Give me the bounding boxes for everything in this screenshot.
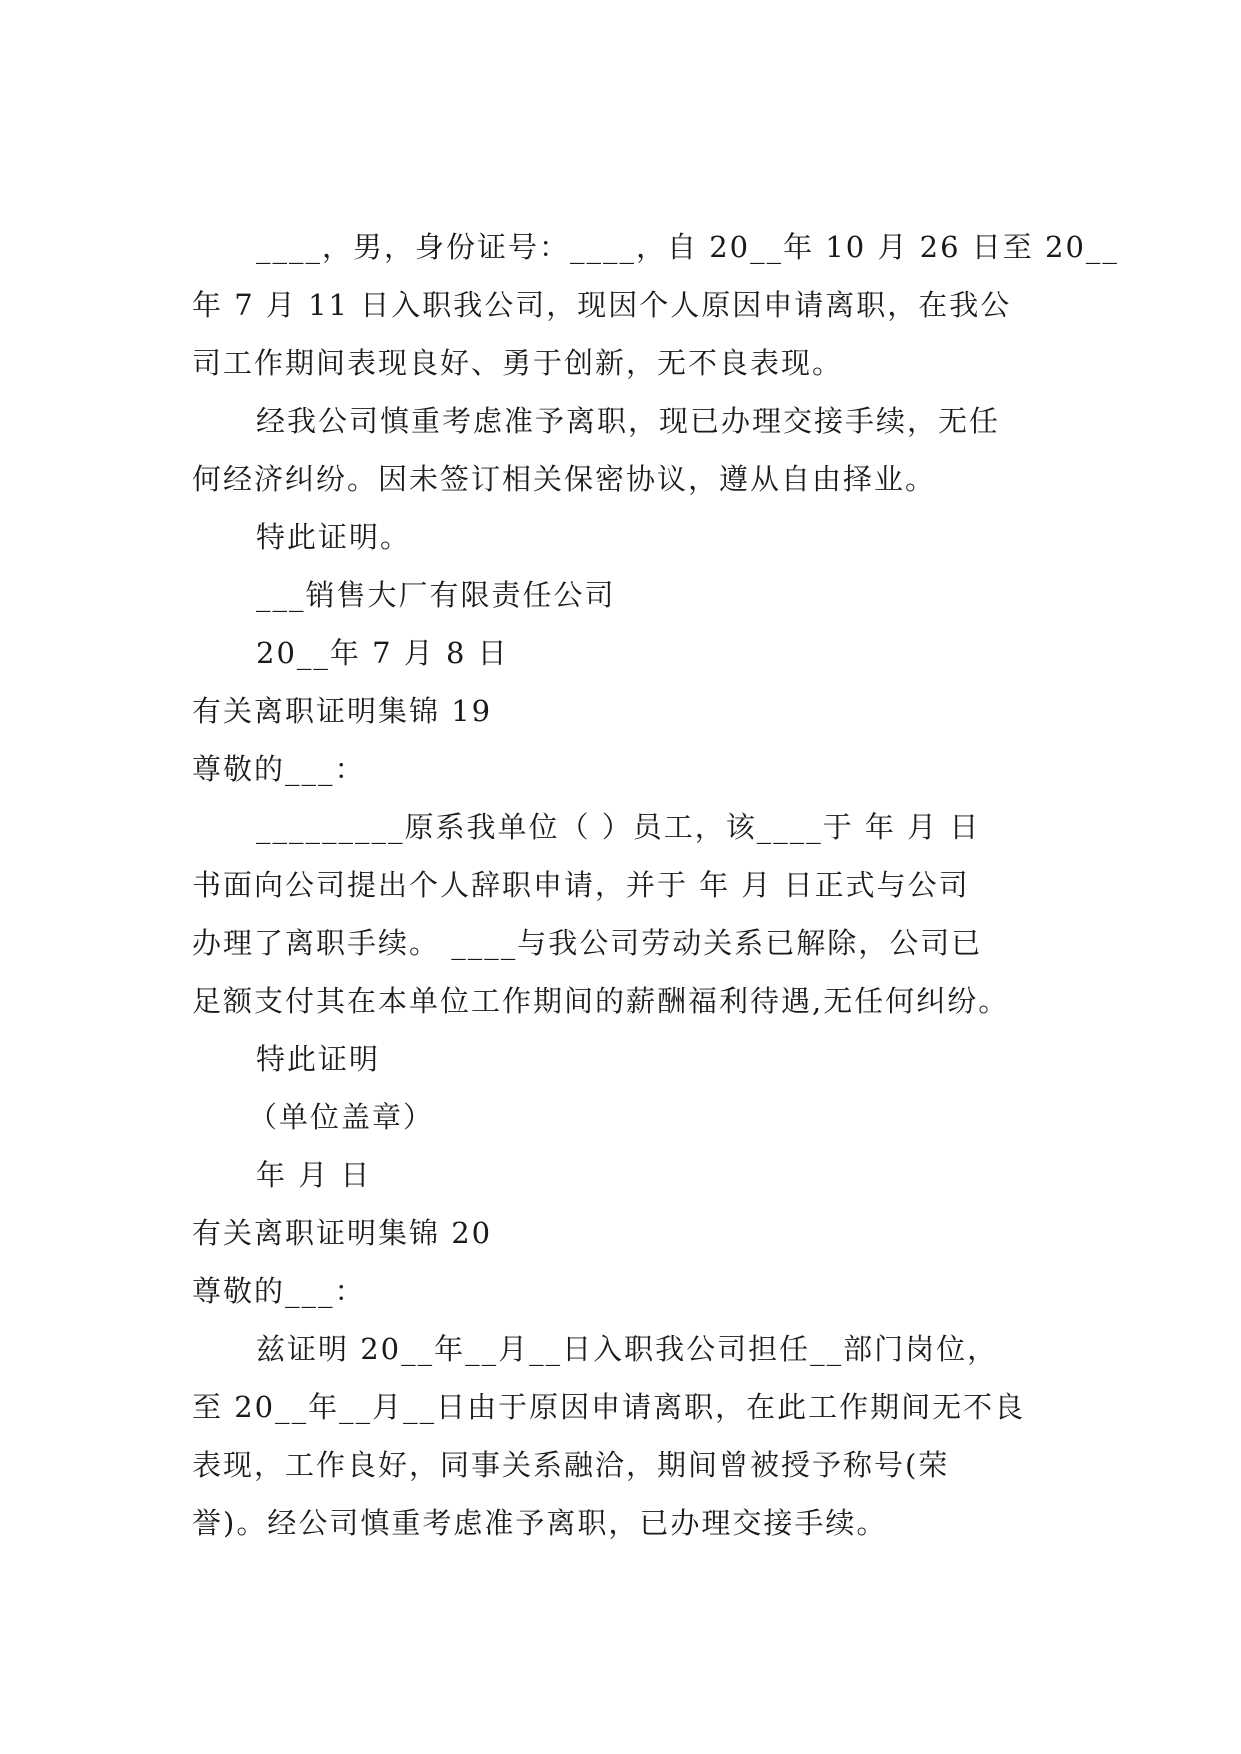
section-title: 有关离职证明集锦 20 — [192, 1216, 493, 1250]
paragraph-line: 足额支付其在本单位工作期间的薪酬福利待遇,无任何纠纷。 — [192, 984, 1010, 1018]
paragraph-line: 何经济纠纷。因未签订相关保密协议，遵从自由择业。 — [192, 462, 937, 496]
stamp-placeholder: （单位盖章） — [248, 1100, 435, 1134]
paragraph-line: 书面向公司提出个人辞职申请，并于 年 月 日正式与公司 — [192, 868, 970, 902]
paragraph-line: 兹证明 20__年__月__日入职我公司担任__部门岗位， — [256, 1332, 999, 1366]
closing-statement: 特此证明。 — [256, 520, 412, 554]
paragraph-line: 誉)。经公司慎重考虑准予离职，已办理交接手续。 — [192, 1506, 888, 1540]
paragraph-line: 经我公司慎重考虑准予离职，现已办理交接手续，无任 — [256, 404, 1001, 438]
signature-date: 年 月 日 — [256, 1158, 372, 1192]
paragraph-line: 至 20__年__月__日由于原因申请离职，在此工作期间无不良 — [192, 1390, 1026, 1424]
company-signature: ___销售大厂有限责任公司 — [256, 578, 616, 612]
paragraph-line: 司工作期间表现良好、勇于创新，无不良表现。 — [192, 346, 844, 380]
document-body — [192, 218, 1119, 1552]
paragraph-line: ____，男，身份证号：____，自 20__年 10 月 26 日至 20__ — [256, 230, 1119, 264]
paragraph-line: _________原系我单位（ ）员工，该____于 年 月 日 — [256, 810, 981, 844]
closing-statement: 特此证明 — [256, 1042, 381, 1076]
paragraph-line: 办理了离职手续。 ____与我公司劳动关系已解除，公司已 — [192, 926, 983, 960]
paragraph-line: 表现，工作良好，同事关系融洽，期间曾被授予称号(荣 — [192, 1448, 950, 1482]
salutation: 尊敬的___： — [192, 752, 366, 786]
paragraph-line: 年 7 月 11 日入职我公司，现因个人原因申请离职，在我公 — [192, 288, 1012, 322]
salutation: 尊敬的___： — [192, 1274, 366, 1308]
section-title: 有关离职证明集锦 19 — [192, 694, 493, 728]
signature-date: 20__年 7 月 8 日 — [256, 636, 509, 670]
